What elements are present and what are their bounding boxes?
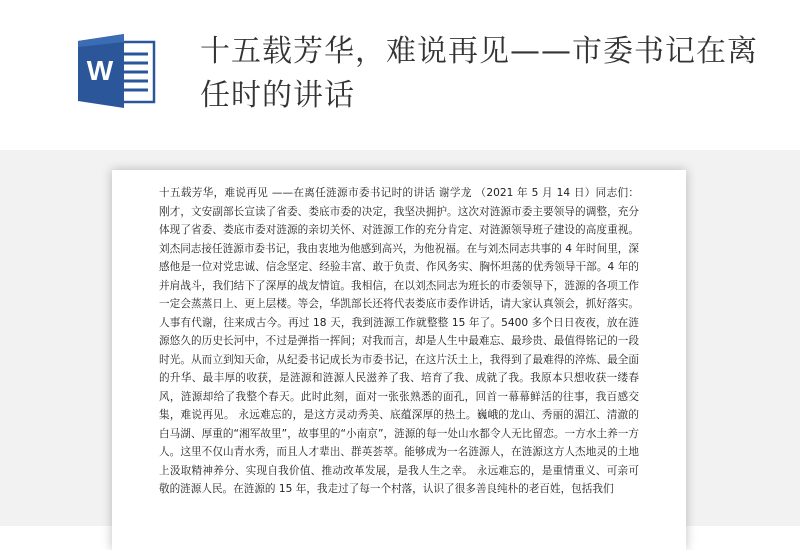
svg-text:W: W <box>86 55 114 86</box>
document-page <box>112 170 686 550</box>
word-document-icon <box>76 34 158 108</box>
page-title: 十五载芳华，难说再见——市委书记在离任时的讲话 <box>200 34 758 113</box>
document-body: 十五载芳华，难说再见 ——在离任涟源市委书记时的讲话 谢学龙 （2021 年 5 月 14 日）同志们： 刚才，文安副部长宣读了省委、娄底市委的决定，我坚决拥护。这次对涟源市委主要领导的调整，充分体现了省委、娄底市委对涟源的亲切关怀、对涟源工作的充分肯定、对涟源领导班子建设的高度重视。刘杰同志接任涟源市委书记，我由衷地为他感到高兴，为他祝福。在与刘杰同志共事的 4 年时间里，深感他是一位对党忠诚、信念坚定、经验丰富、敢于负责、作风务实、胸怀坦荡的优秀领导干部。4 年的并肩战斗，我们结下了深厚的战友情谊。我相信，在以刘杰同志为班长的市委领导下，涟源的各项工作一定会蒸蒸日上、更上层楼。等会，华凯部长还将代表娄底市委作讲话，请大家认真领会，抓好落实。 人事有代谢，往来成古今。再过 18 天，我到涟源工作就整整 15 年了。5400 多个日日夜夜，放在涟源悠久的历史长河中，不过是弹指一挥间；对我而言，却是人生中最难忘、最珍贵、最值得铭记的一段时光。从而立到知天命，从纪委书记成长为市委书记，在这片沃土上，我得到了最难得的淬炼、最全面的升华、最丰厚的收获，是涟源和涟源人民滋养了我、培育了我、成就了我。我原本只想收获一缕春风，涟源却给了我整个春天。此时此刻，面对一张张熟悉的面孔，回首一幕幕鲜活的往事，我百感交集，难说再见。 永远难忘的，是这方灵动秀美、底蕴深厚的热土。巍峨的龙山、秀丽的湄江、清澈的白马湖、厚重的“湘军故里”，故事里的“小南京”，涟源的每一处山水都令人无比留恋。一方水土养一方人。这里不仅山青水秀，而且人才辈出、群英荟萃。能够成为一名涟源人，在涟源这方人杰地灵的土地上汲取精神养分、实现自我价值、推动改革发展，是我人生之幸。 永远难忘的，是重情重义、可亲可敬的涟源人民。在涟源的 15 年，我走过了每一个村落，认识了很多善良纯朴的老百姓，包括我们 <box>159 187 639 495</box>
header <box>0 0 800 150</box>
